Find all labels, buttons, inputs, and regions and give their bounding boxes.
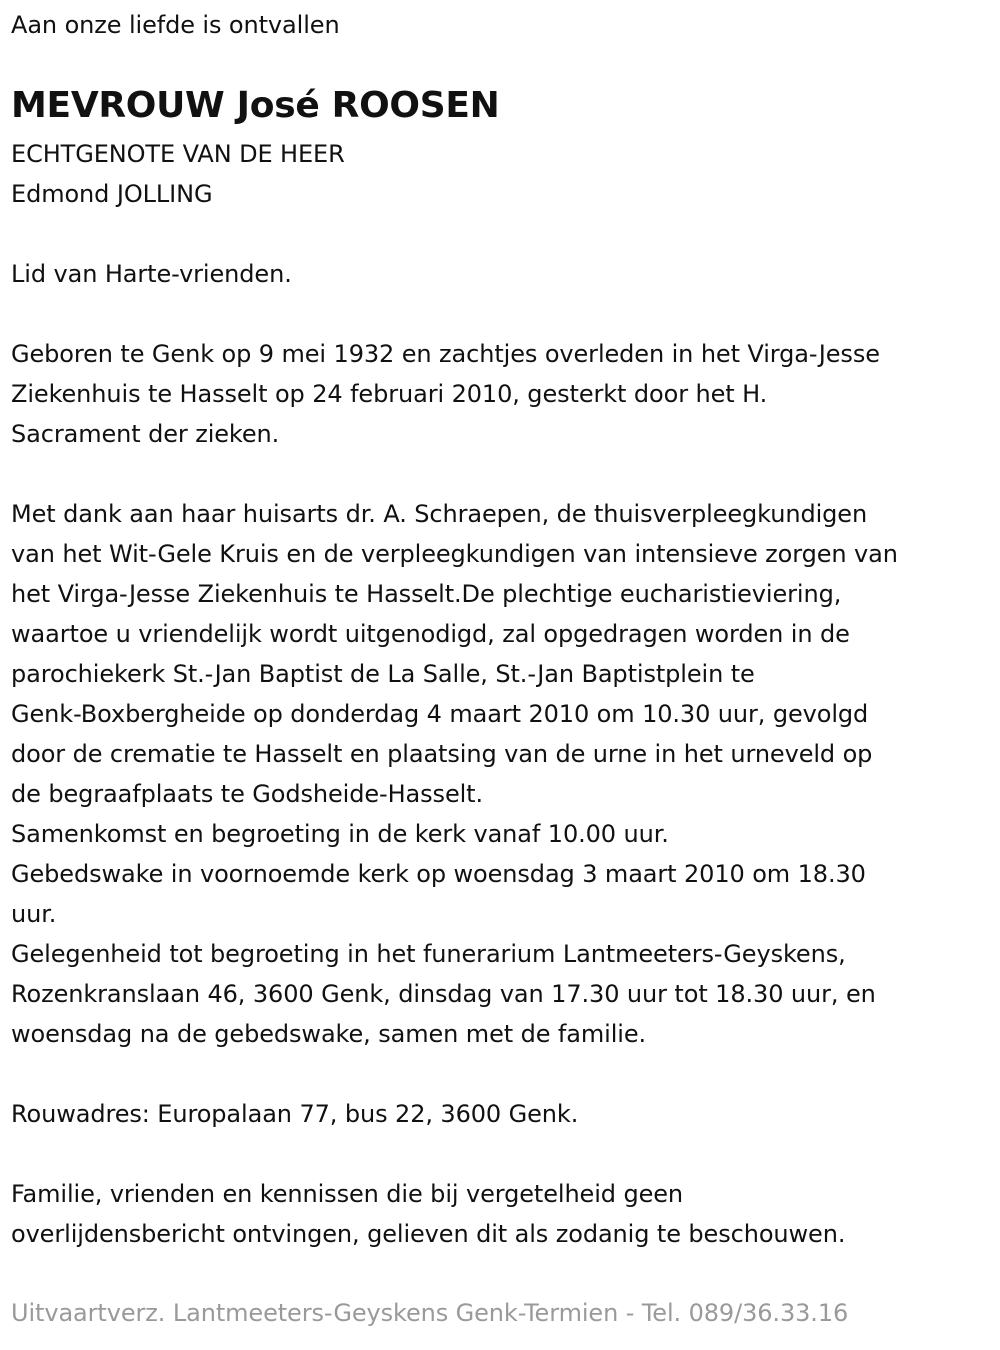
birth-death-block: [11, 334, 880, 454]
intro-text: Aan onze liefde is ontvallen: [11, 11, 340, 39]
mourning-address-block: [11, 1094, 578, 1134]
ceremony-line: Rozenkranslaan 46, 3600 Genk, dinsdag van 17.30 uur tot 18.30 uur, en: [11, 980, 876, 1008]
funeral-home-footer: Uitvaartverz. Lantmeeters-Geyskens Genk-Termien - Tel. 089/36.33.16: [11, 1299, 849, 1327]
mourning-address: Rouwadres: Europalaan 77, bus 22, 3600 Genk.: [11, 1100, 579, 1128]
ceremony-block: [11, 494, 898, 1054]
spouse-block: [11, 134, 345, 214]
ceremony-line: Samenkomst en begroeting in de kerk vanaf 10.00 uur.: [11, 820, 669, 848]
ceremony-line: uur.: [11, 900, 57, 928]
birth-line: Sacrament der zieken.: [11, 420, 280, 448]
ceremony-line: de begraafplaats te Godsheide-Hasselt.: [11, 780, 484, 808]
birth-line: Ziekenhuis te Hasselt op 24 februari 2010, gesterkt door het H.: [11, 380, 768, 408]
ceremony-line: Gelegenheid tot begroeting in het funerarium Lantmeeters-Geyskens,: [11, 940, 846, 968]
family-note-line: overlijdensbericht ontvingen, gelieven dit als zodanig te beschouwen.: [11, 1220, 846, 1248]
birth-line: Geboren te Genk op 9 mei 1932 en zachtjes overleden in het Virga-Jesse: [11, 340, 880, 368]
deceased-name: MEVROUW José ROOSEN: [11, 85, 500, 126]
ceremony-line: waartoe u vriendelijk wordt uitgenodigd, zal opgedragen worden in de: [11, 620, 850, 648]
ceremony-line: Met dank aan haar huisarts dr. A. Schraepen, de thuisverpleegkundigen: [11, 500, 868, 528]
ceremony-line: door de crematie te Hasselt en plaatsing van de urne in het urneveld op: [11, 740, 873, 768]
ceremony-line: woensdag na de gebedswake, samen met de familie.: [11, 1020, 647, 1048]
spouse-line: Edmond JOLLING: [11, 180, 213, 208]
ceremony-line: het Virga-Jesse Ziekenhuis te Hasselt.De plechtige eucharistieviering,: [11, 580, 842, 608]
ceremony-line: parochiekerk St.-Jan Baptist de La Salle, St.-Jan Baptistplein te: [11, 660, 755, 688]
ceremony-line: Genk-Boxbergheide op donderdag 4 maart 2010 om 10.30 uur, gevolgd: [11, 700, 869, 728]
family-note-line: Familie, vrienden en kennissen die bij vergetelheid geen: [11, 1180, 684, 1208]
ceremony-line: van het Wit-Gele Kruis en de verpleegkundigen van intensieve zorgen van: [11, 540, 898, 568]
membership-text: Lid van Harte-vrienden.: [11, 260, 292, 288]
spouse-line: ECHTGENOTE VAN DE HEER: [11, 140, 345, 168]
membership-block: [11, 254, 292, 294]
family-note-block: [11, 1174, 845, 1254]
ceremony-line: Gebedswake in voornoemde kerk op woensdag 3 maart 2010 om 18.30: [11, 860, 866, 888]
